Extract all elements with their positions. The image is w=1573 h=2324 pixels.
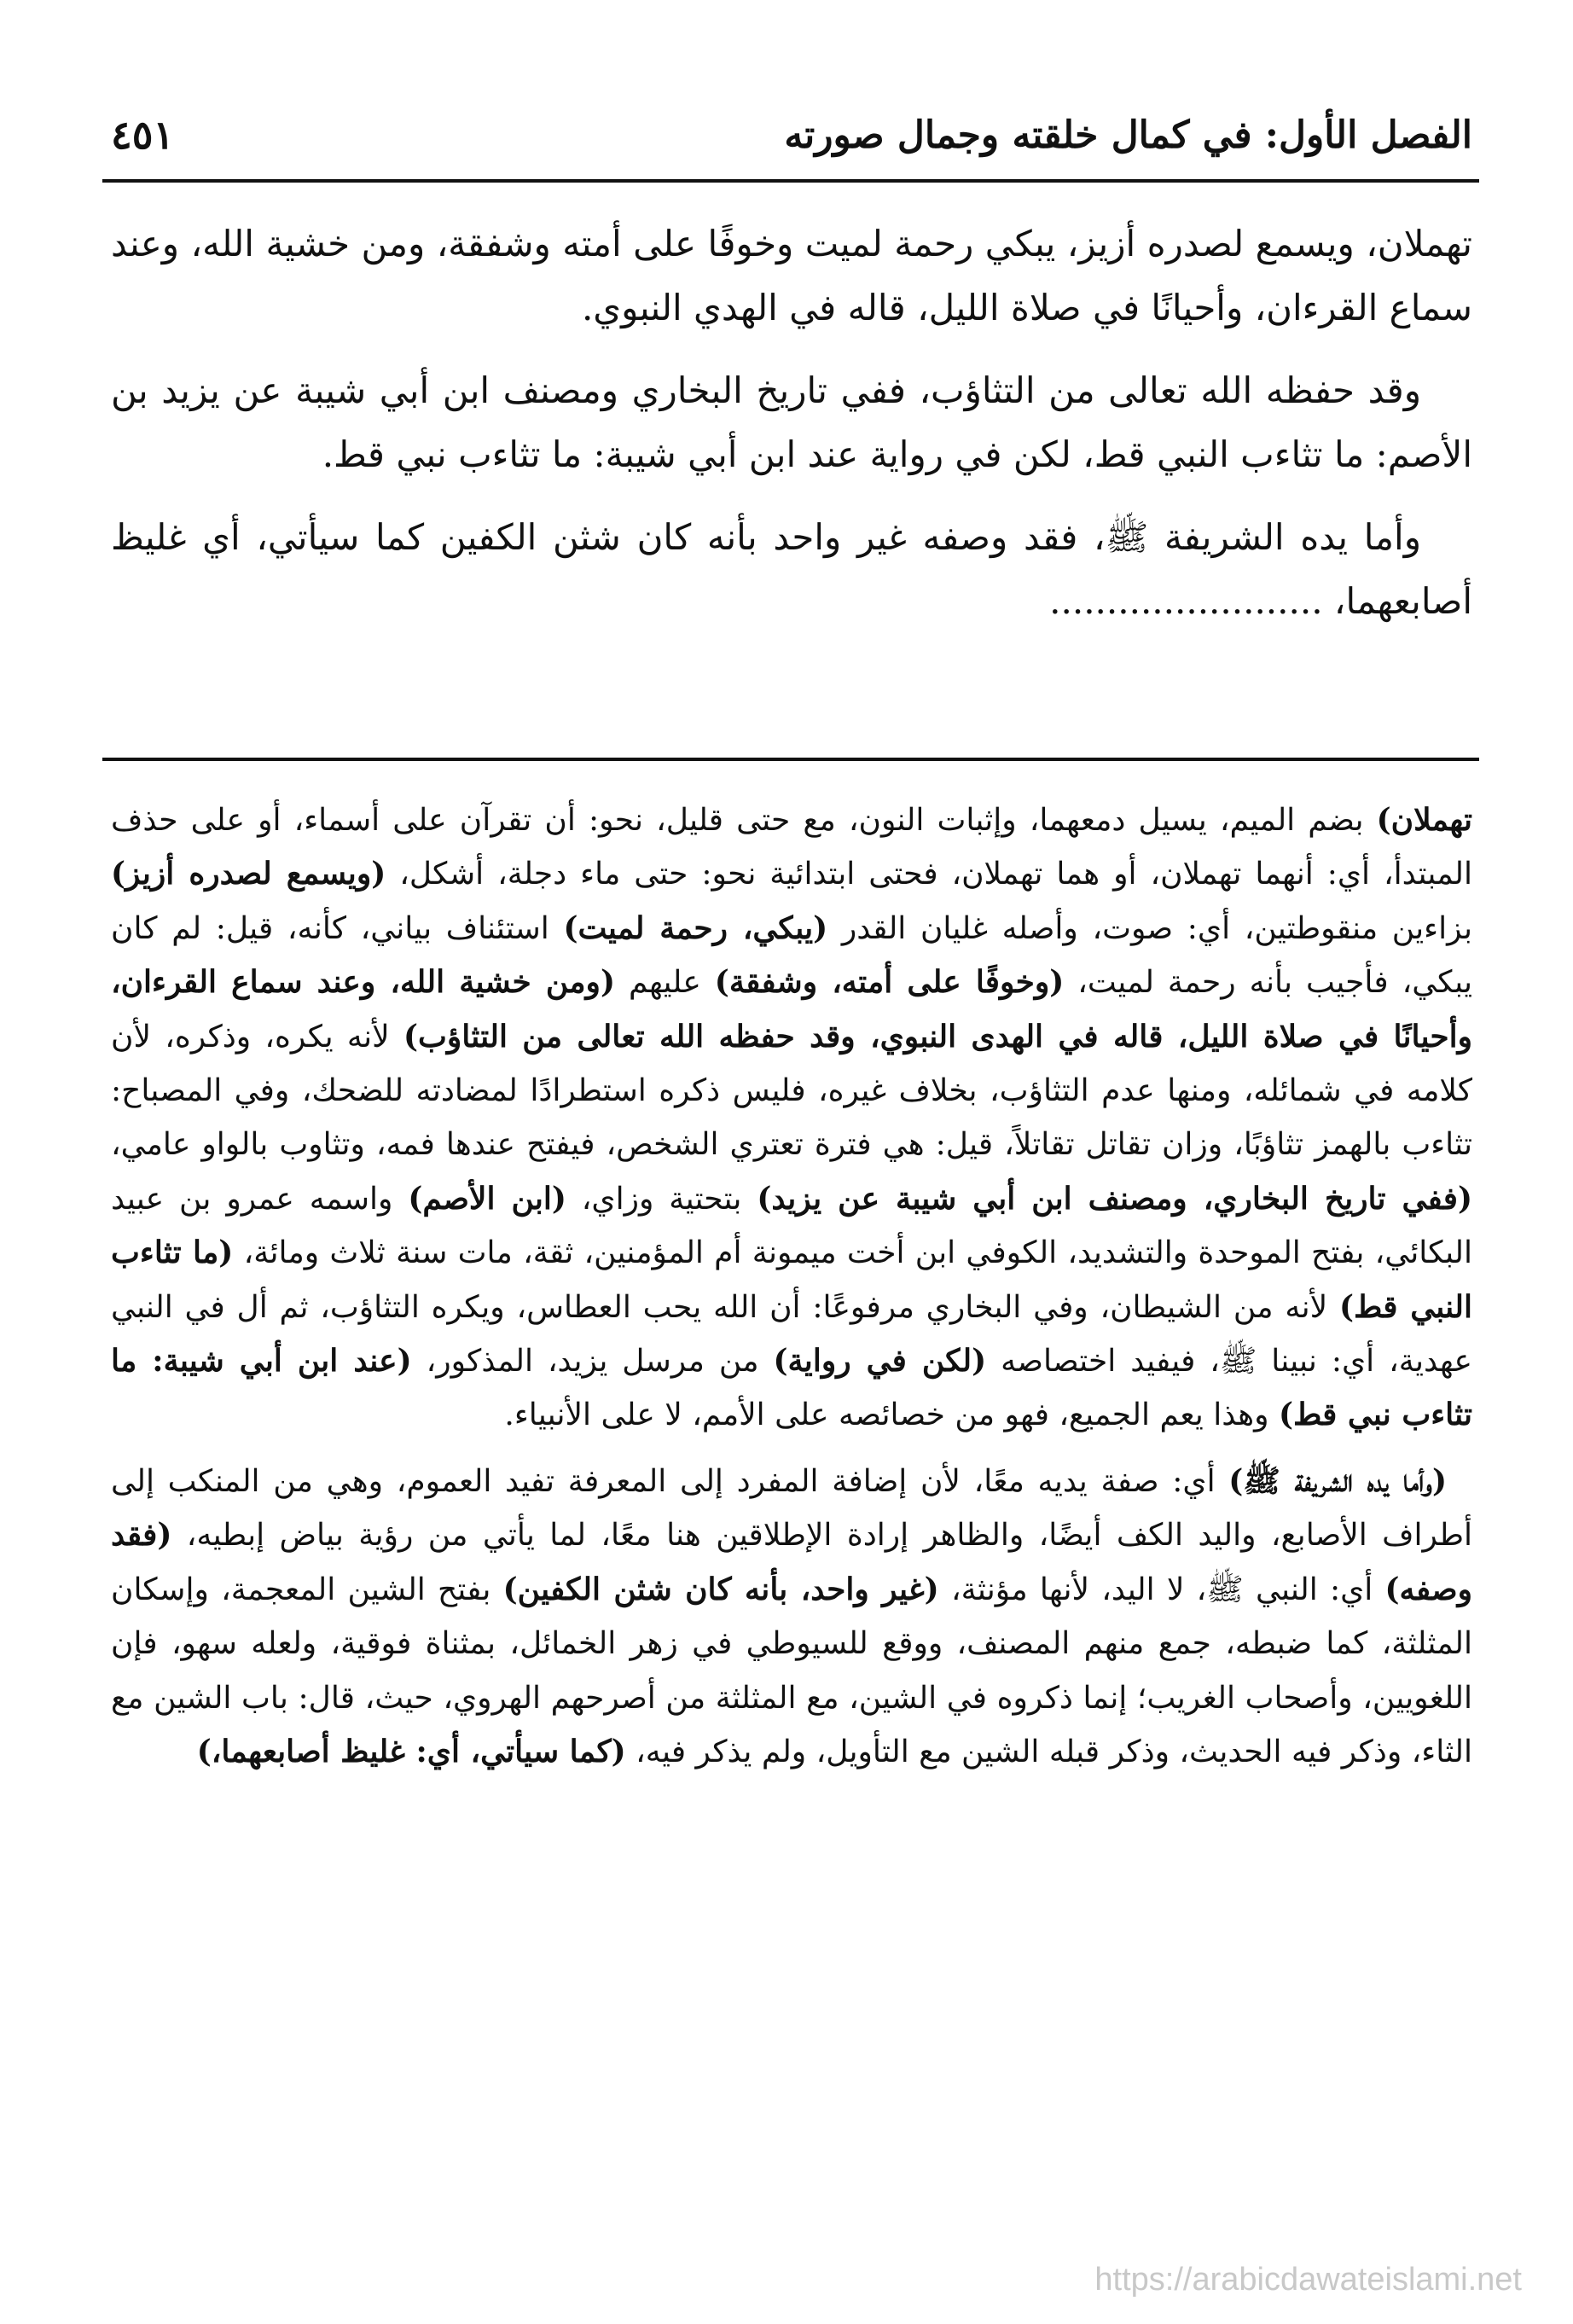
- commentary-term: (ويسمع لصدره أزيز): [111, 856, 386, 892]
- commentary-term: (وأما يده الشريفة ﷺ): [1228, 1462, 1448, 1499]
- commentary-divider: [102, 758, 1479, 761]
- main-paragraph-3: [111, 505, 1472, 633]
- commentary-explanation: بزاءين منقوطتين، أي: صوت، وأصله غليان القدر: [827, 910, 1472, 946]
- commentary-term: (ما تثاءب النبي قط): [111, 1235, 1472, 1325]
- commentary-paragraph-2: [111, 1455, 1472, 1779]
- commentary-term: (ومن خشية الله، وعند سماع القرءان، وأحيانًا في صلاة الليل، قاله في الهدى النبوي، وقد حفظه الله تعالى من التثاؤب): [111, 964, 1472, 1055]
- commentary-term: (ففي تاريخ البخاري، ومصنف ابن أبي شيبة عن يزيد): [757, 1180, 1472, 1217]
- watermark-url: https://arabicdawateislami.net: [1094, 2262, 1522, 2298]
- commentary-term: (غير واحد، بأنه كان شثن الكفين): [502, 1571, 939, 1607]
- main-paragraph-2-text: وقد حفظه الله تعالى من التثاؤب، ففي تاريخ البخاري ومصنف ابن أبي شيبة عن يزيد بن الأصم: ما تثاءب النبي قط، لكن في رواية عند ابن أبي شيبة: ما تثاءب نبي قط.: [111, 369, 1472, 475]
- commentary-explanation: أي: النبي ﷺ، لا اليد، لأنها مؤنثة،: [938, 1572, 1385, 1607]
- commentary-term: (ابن الأصم): [408, 1180, 566, 1217]
- commentary-explanation: استئناف بياني، كأنه، قيل: لم كان يبكي، فأجيب بأنه رحمة لميت،: [111, 910, 1472, 1001]
- commentary-term: (وخوفًا على أمته، وشفقة): [714, 964, 1065, 1001]
- main-paragraph-1-text: تهملان، ويسمع لصدره أزيز، يبكي رحمة لميت وخوفًا على أمته وشفقة، ومن خشية الله، وعند سماع القرءان، وأحيانًا في صلاة الليل، قاله في الهدي النبوي.: [111, 223, 1472, 328]
- commentary-explanation: لأنه يكره، وذكره، لأن كلامه في شمائله، ومنها عدم التثاؤب، بخلاف غيره، فليس ذكره استطرادًا لمضادته للضحك، وفي المصباح: تثاءب بالهمز تثاؤبًا، وزان تقاتل تقاتلاً، قيل: هي فترة تعتري الشخص، فيفتح عندها فمه، وتثاوب بالواو عامي،: [111, 1019, 1472, 1163]
- commentary-explanation: من مرسل يزيد، المذكور،: [411, 1344, 774, 1380]
- commentary-text: [111, 793, 1472, 1791]
- commentary-term: (لكن في رواية): [773, 1343, 987, 1380]
- commentary-explanation: بتحتية وزاي،: [566, 1181, 757, 1217]
- commentary-explanation: بفتح الشين المعجمة، وإسكان المثلثة، كما ضبطه، جمع منهم المصنف، ووقع للسيوطي في زهر الخمائل، بمثناة فوقية، ولعله سهو، فإن اللغويين، وأصحاب الغريب؛ إنما ذكروه في الشين، مع المثلثة من أصرحهم الهروي، حيث، قال: باب الشين مع الثاء، وذكر فيه الحديث، وذكر قبله الشين مع التأويل، ولم يذكر فيه،: [111, 1572, 1472, 1769]
- commentary-term: (عند ابن أبي شيبة: ما تثاءب نبي قط): [111, 1343, 1472, 1433]
- commentary-explanation: بضم الميم، يسيل دمعهما، وإثبات النون، مع حتى قليل، نحو: أن تقرآن على أسماء، أو على حذف المبتدأ، أي: أنهما تهملان، أو هما تهملان، فحتى ابتدائية نحو: حتى ماء دجلة، أشكل،: [111, 803, 1472, 892]
- commentary-explanation: واسمه عمرو بن عبيد البكائي، بفتح الموحدة والتشديد، الكوفي ابن أخت ميمونة أم المؤمنين، ثقة، مات سنة ثلاث ومائة،: [111, 1181, 1472, 1271]
- commentary-term: (يبكي، رحمة لميت): [563, 909, 828, 946]
- page-header: [111, 101, 1472, 169]
- main-paragraph-3-text: وأما يده الشريفة ﷺ، فقد وصفه غير واحد بأنه كان شثن الكفين كما سيأتي، أي غليظ أصابعهما،: [111, 516, 1472, 622]
- commentary-term: (كما سيأتي، أي: غليظ أصابعهما،): [196, 1733, 626, 1769]
- continuation-dots: ........................: [1049, 580, 1323, 622]
- main-paragraph-2: [111, 358, 1472, 486]
- main-paragraph-1: [111, 212, 1472, 340]
- main-text: [111, 212, 1472, 652]
- commentary-paragraph-1: [111, 793, 1472, 1443]
- commentary-term: تهملان): [1376, 802, 1472, 838]
- chapter-title: الفصل الأول: في كمال خلقته وجمال صورته: [784, 113, 1472, 157]
- commentary-explanation: لأنه من الشيطان، وفي البخاري مرفوعًا: أن الله يحب العطاس، ويكره التثاؤب، ثم أل في النبي عهدية، أي: نبينا ﷺ، فيفيد اختصاصه: [111, 1289, 1472, 1380]
- commentary-explanation: أي: صفة يديه معًا، لأن إضافة المفرد إلى المعرفة تفيد العموم، وهي من المنكب إلى أطراف الأصابع، واليد الكف أيضًا، والظاهر إرادة الإطلاقين هنا معًا، لما يأتي من رؤية بياض إبطيه،: [111, 1463, 1472, 1554]
- commentary-term: (فقد وصفه): [111, 1517, 1472, 1607]
- commentary-explanation: عليهم: [614, 965, 715, 1001]
- page-number: ٤٥١: [111, 112, 175, 158]
- commentary-explanation: وهذا يعم الجميع، فهو من خصائصه على الأمم، لا على الأنبياء.: [504, 1397, 1279, 1433]
- header-divider: [102, 179, 1479, 183]
